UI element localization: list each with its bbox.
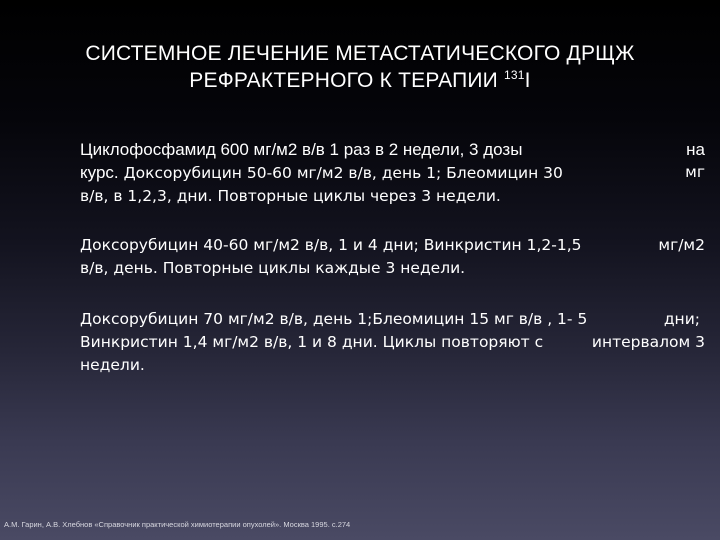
regimen-3-line-1 (80, 308, 700, 331)
title-line-1: СИСТЕМНОЕ ЛЕЧЕНИЕ МЕТАСТАТИЧЕСКОГО ДРЩЖ (85, 42, 635, 65)
title-line-2-text: РЕФРАКТЕРНОГО К ТЕРАПИИ (189, 69, 498, 92)
regimen-1-line-2 (80, 161, 705, 185)
regimen-1-line-1 (80, 138, 705, 161)
regimen-paragraph-1 (80, 138, 705, 208)
slide-title (40, 40, 680, 94)
regimen-3-line-2-right: интервалом 3 (591, 333, 705, 351)
regimen-3-line-2-left: Винкристин 1,4 мг/м2 в/в, 1 и 8 дни. Циклы повторяют с (80, 333, 544, 351)
regimen-2-line-1-right: мг/м2 (658, 236, 705, 254)
regimen-2-line-1-left: Доксорубицин 40-60 мг/м2 в/в, 1 и 4 дни; Винкристин 1,2-1,5 (80, 236, 582, 254)
title-line-2 (40, 67, 680, 94)
regimen-1-line-2-lead: курс. (80, 163, 119, 182)
regimen-3-line-1-right: дни; (663, 310, 700, 328)
regimen-1-line-2-rest: Доксорубицин 50-60 мг/м2 в/в, день 1; Блеомицин 30 (123, 164, 563, 182)
title-isotope-number: 131 (504, 68, 525, 82)
regimen-1-line-2-left (80, 161, 563, 185)
regimen-2-line-1 (80, 234, 705, 257)
regimen-2-line-2-text: в/в, день. Повторные циклы каждые 3 недели. (80, 259, 466, 277)
regimen-3-line-3 (80, 354, 705, 377)
regimen-3-line-2 (80, 331, 705, 354)
source-citation: А.М. Гарин, А.В. Хлебнов «Справочник практической химиотерапии опухолей». Москва 1995. с.274 (4, 520, 351, 529)
title-isotope-element: I (524, 69, 531, 92)
regimen-1-line-2-right: мг (685, 163, 705, 181)
regimen-3-line-1-left: Доксорубицин 70 мг/м2 в/в, день 1;Блеомицин 15 мг в/в , 1- 5 (80, 310, 588, 328)
regimen-1-line-1-right: на (686, 140, 705, 159)
regimen-1-line-3-text: в/в, в 1,2,3, дни. Повторные циклы через 3 недели. (80, 187, 501, 205)
regimen-1-line-1-left: Циклофосфамид 600 мг/м2 в/в 1 раз в 2 недели, 3 дозы (80, 140, 523, 159)
regimen-1-line-3 (80, 185, 705, 208)
regimen-2-line-2 (80, 257, 705, 280)
regimen-paragraph-3 (80, 308, 705, 377)
regimen-3-line-3-text: недели. (80, 356, 145, 374)
regimen-paragraph-2 (80, 234, 705, 280)
